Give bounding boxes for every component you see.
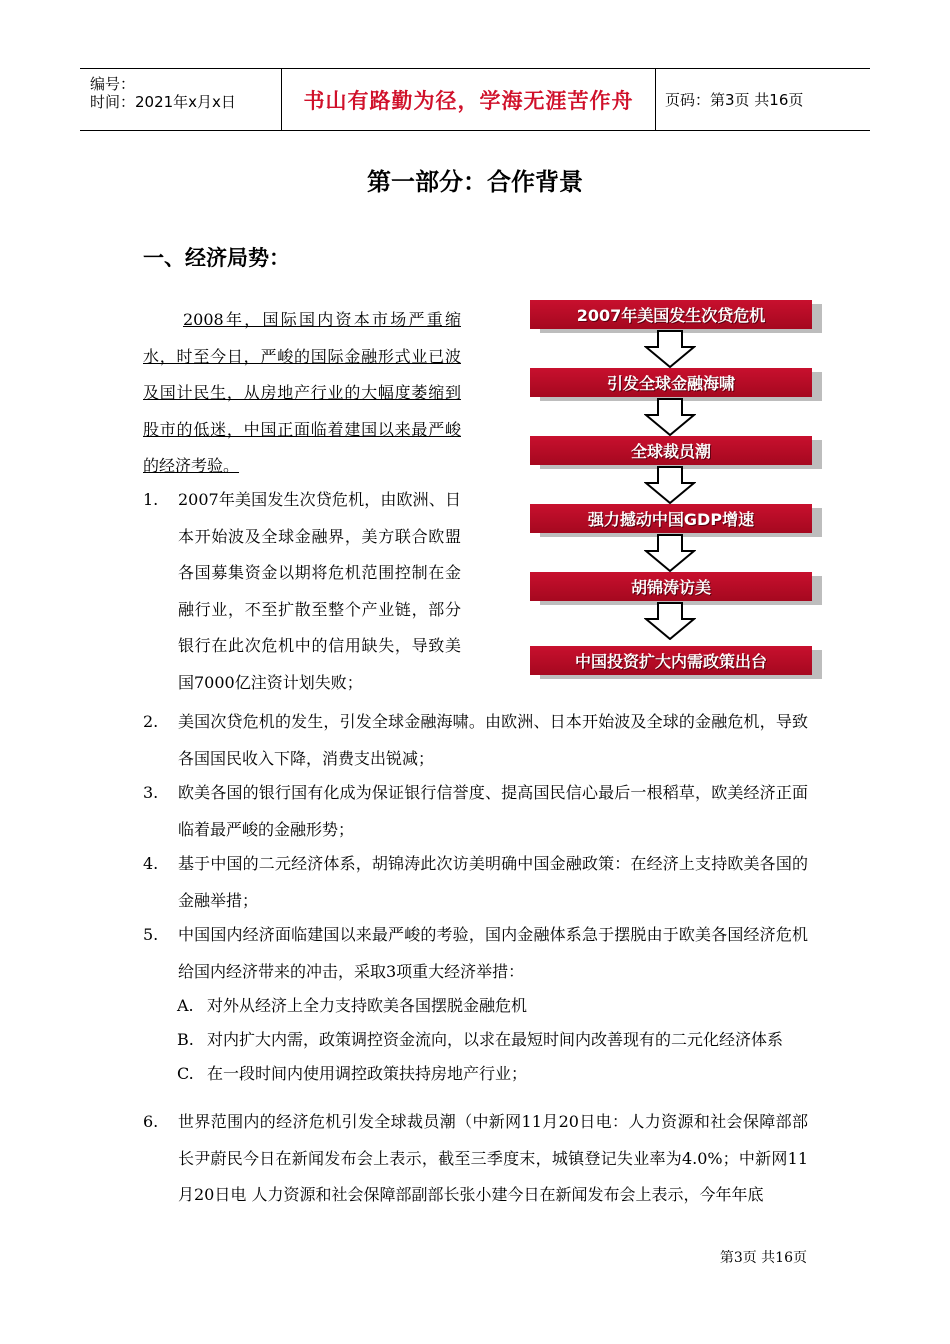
time-label: 时间：2021年x月x日 xyxy=(90,93,236,111)
flow-diagram xyxy=(528,300,838,680)
page-footer: 第3页 共16页 xyxy=(719,1250,807,1266)
sub-item-label: C. xyxy=(177,1064,194,1083)
list-item xyxy=(143,1104,808,1214)
list-item-number: 2. xyxy=(143,712,159,731)
sub-list-item xyxy=(177,1022,783,1058)
list-item-text: 2007年美国发生次贷危机，由欧洲、日本开始波及全球金融界，美方联合欧盟各国募集资金以期将危机范围控制在金融行业，不至扩散至整个产业链，部分银行在此次危机中的信用缺失，导致美国7000亿注资计划失败； xyxy=(178,490,461,692)
sub-item-label: B. xyxy=(177,1030,194,1049)
list-item-number: 3. xyxy=(143,783,159,802)
number-label: 编号： xyxy=(90,75,136,93)
list-item-text: 中国国内经济面临建国以来最严峻的考验，国内金融体系急于摆脱由于欧美各国经济危机给国内经济带来的冲击，采取3项重大经济举措： xyxy=(178,925,808,981)
page-header xyxy=(80,68,870,131)
down-arrow-icon xyxy=(644,330,696,368)
list-item-number: 6. xyxy=(143,1112,159,1131)
sub-list-item xyxy=(177,1056,527,1092)
sub-item-text: 对外从经济上全力支持欧美各国摆脱金融危机 xyxy=(207,996,528,1015)
flow-step-5: 胡锦涛访美 xyxy=(530,572,812,601)
flow-step-1: 2007年美国发生次贷危机 xyxy=(530,300,812,329)
sub-item-label: A. xyxy=(177,996,194,1015)
page-info: 页码：第3页 共16页 xyxy=(665,91,804,109)
list-item-number: 4. xyxy=(143,854,159,873)
list-item xyxy=(143,482,461,704)
intro-paragraph: 2008年，国际国内资本市场严重缩水，时至今日，严峻的国际金融形式业已波及国计民生，从房地产行业的大幅度萎缩到股市的低迷，中国正面临着建国以来最严峻的经济考验。 xyxy=(143,310,461,475)
motto: 书山有路勤为径，学海无涯苦作舟 xyxy=(303,88,634,113)
flow-step-3: 全球裁员潮 xyxy=(530,436,812,465)
sub-list-item xyxy=(177,988,527,1024)
down-arrow-icon xyxy=(644,398,696,436)
down-arrow-icon xyxy=(644,466,696,504)
list-item-number: 1. xyxy=(143,490,159,509)
sub-item-text: 对内扩大内需，政策调控资金流向，以求在最短时间内改善现有的二元化经济体系 xyxy=(207,1030,784,1049)
header-page-cell xyxy=(655,69,870,130)
section-heading: 一、经济局势： xyxy=(143,246,290,270)
header-motto-cell xyxy=(281,69,656,130)
list-item-text: 美国次贷危机的发生，引发全球金融海啸。由欧洲、日本开始波及全球的金融危机，导致各国国民收入下降，消费支出锐减； xyxy=(178,712,808,768)
header-meta xyxy=(80,69,281,130)
list-item-text: 基于中国的二元经济体系，胡锦涛此次访美明确中国金融政策：在经济上支持欧美各国的金融举措； xyxy=(178,854,808,910)
page-title: 第一部分：合作背景 xyxy=(367,168,583,196)
down-arrow-icon xyxy=(644,534,696,572)
list-item-text: 欧美各国的银行国有化成为保证银行信誉度、提高国民信心最后一根稻草，欧美经济正面临着最严峻的金融形势； xyxy=(178,783,808,839)
flow-step-2: 引发全球金融海啸 xyxy=(530,368,812,397)
list-item xyxy=(143,775,808,849)
flow-step-4: 强力撼动中国GDP增速 xyxy=(530,504,812,533)
down-arrow-icon xyxy=(644,602,696,640)
list-item-number: 5. xyxy=(143,925,159,944)
list-item xyxy=(143,917,808,991)
list-item xyxy=(143,704,808,778)
flow-step-6: 中国投资扩大内需政策出台 xyxy=(530,646,812,675)
list-item-text: 世界范围内的经济危机引发全球裁员潮（中新网11月20日电：人力资源和社会保障部部长尹蔚民今日在新闻发布会上表示，截至三季度末，城镇登记失业率为4.0%；中新网11月20日电 人力资源和社会保障部副部长张小建今日在新闻发布会上表示，今年年底 xyxy=(178,1112,808,1204)
list-item xyxy=(143,846,808,920)
sub-item-text: 在一段时间内使用调控政策扶持房地产行业； xyxy=(207,1064,528,1083)
